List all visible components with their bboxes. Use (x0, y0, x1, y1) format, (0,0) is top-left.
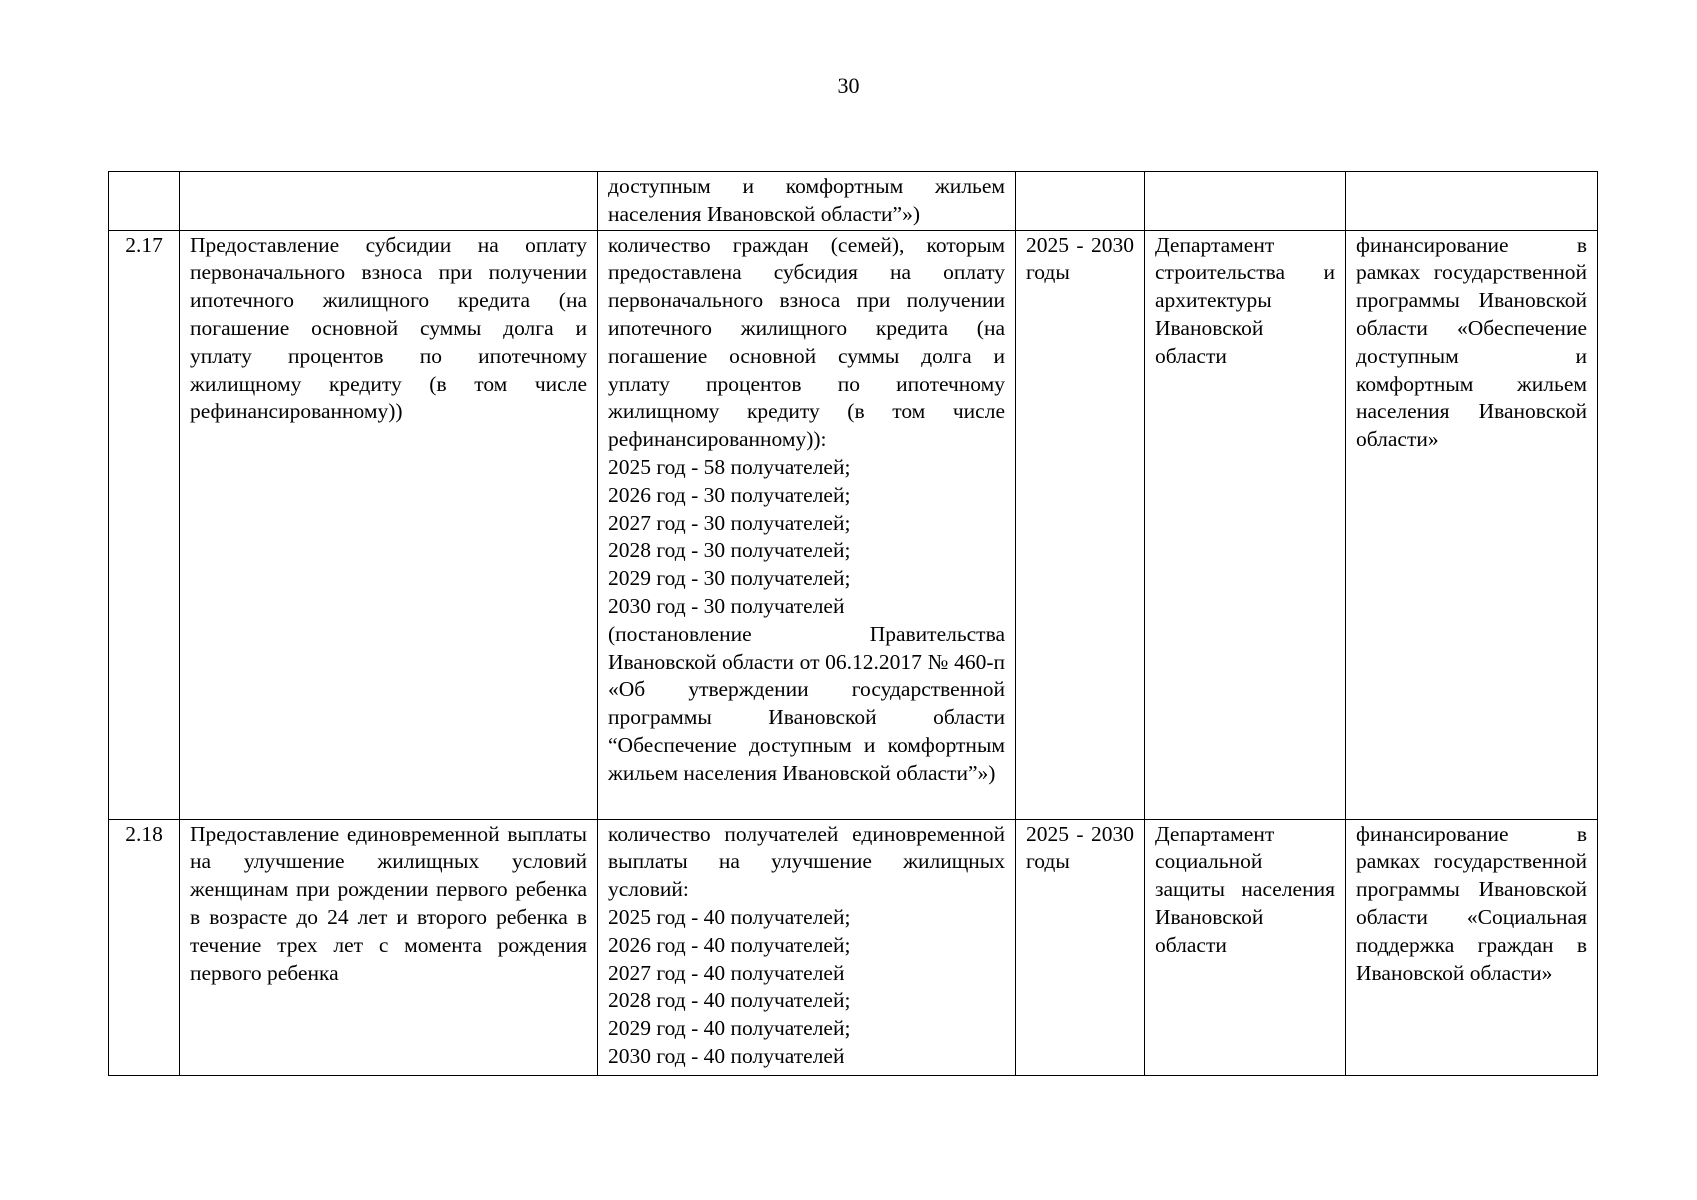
indicator-line: 2030 год - 40 получателей (608, 1043, 845, 1068)
cell-financing: финансирование в рамках государственной программы Ивановской области «Обеспечение доступным и комфортным жильем населения Ивановской области» (1346, 230, 1598, 819)
cell-executor (1145, 172, 1346, 231)
cell-executor: Департамент строительства и архитектуры Ивановской области (1145, 230, 1346, 819)
cell-indicator (598, 819, 1016, 1075)
indicator-line: количество получателей единовременной выплаты на улучшение жилищных условий: (608, 821, 1005, 902)
indicator-line: 2029 год - 40 получателей; (608, 1016, 851, 1041)
indicator-line: 2028 год - 40 получателей; (608, 988, 851, 1013)
indicator-line: количество граждан (семей), которым предоставлена субсидия на оплату первоначального взноса при получении ипотечного жилищного кредита (на погашение основной суммы долга и уплату процентов по ипотечному жилищному кредиту (в том числе рефинансированному)): (608, 232, 1005, 452)
indicator-line: 2029 год - 30 получателей; (608, 566, 851, 591)
cell-measure (180, 172, 598, 231)
cell-number: 2.18 (109, 819, 180, 1075)
measures-table (108, 171, 1598, 1076)
cell-financing: финансирование в рамках государственной программы Ивановской области «Социальная поддержка граждан в Ивановской области» (1346, 819, 1598, 1075)
cell-measure: Предоставление субсидии на оплату первоначального взноса при получении ипотечного жилищного кредита (на погашение основной суммы долга и уплату процентов по ипотечному жилищному кредиту (в том числе рефинансированному)) (180, 230, 598, 819)
indicator-line: 2026 год - 30 получателей; (608, 482, 851, 507)
cell-period: 2025 - 2030 годы (1016, 230, 1145, 819)
indicator-line: 2025 год - 58 получателей; (608, 454, 851, 479)
page-number: 30 (837, 73, 860, 98)
indicator-line: 2027 год - 30 получателей; (608, 510, 851, 535)
table-row (109, 819, 1598, 1075)
indicator-line: 2026 год - 40 получателей; (608, 932, 851, 957)
indicator-line: 2025 год - 40 получателей; (608, 904, 851, 929)
cell-indicator (598, 172, 1016, 231)
indicator-line: доступным и комфортным жильем населения Ивановской области”») (608, 174, 1005, 226)
cell-period (1016, 172, 1145, 231)
cell-indicator (598, 230, 1016, 819)
indicator-line: (постановление Правительства Ивановской области от 06.12.2017 № 460-п «Об утверждении государственной программы Ивановской области “Обеспечение доступным и комфортным жильем населения Ивановской области”») (608, 621, 1005, 785)
indicator-line: 2028 год - 30 получателей; (608, 538, 851, 563)
table-row (109, 230, 1598, 819)
cell-period: 2025 - 2030 годы (1016, 819, 1145, 1075)
indicator-line: 2030 год - 30 получателей (608, 593, 845, 618)
indicator-line: 2027 год - 40 получателей (608, 960, 845, 985)
cell-measure: Предоставление единовременной выплаты на улучшение жилищных условий женщинам при рождении первого ребенка в возрасте до 24 лет и второго ребенка в течение трех лет с момента рождения первого ребенка (180, 819, 598, 1075)
table-row (109, 172, 1598, 231)
cell-number: 2.17 (109, 230, 180, 819)
cell-financing (1346, 172, 1598, 231)
cell-number (109, 172, 180, 231)
cell-executor: Департамент социальной защиты населения Ивановской области (1145, 819, 1346, 1075)
